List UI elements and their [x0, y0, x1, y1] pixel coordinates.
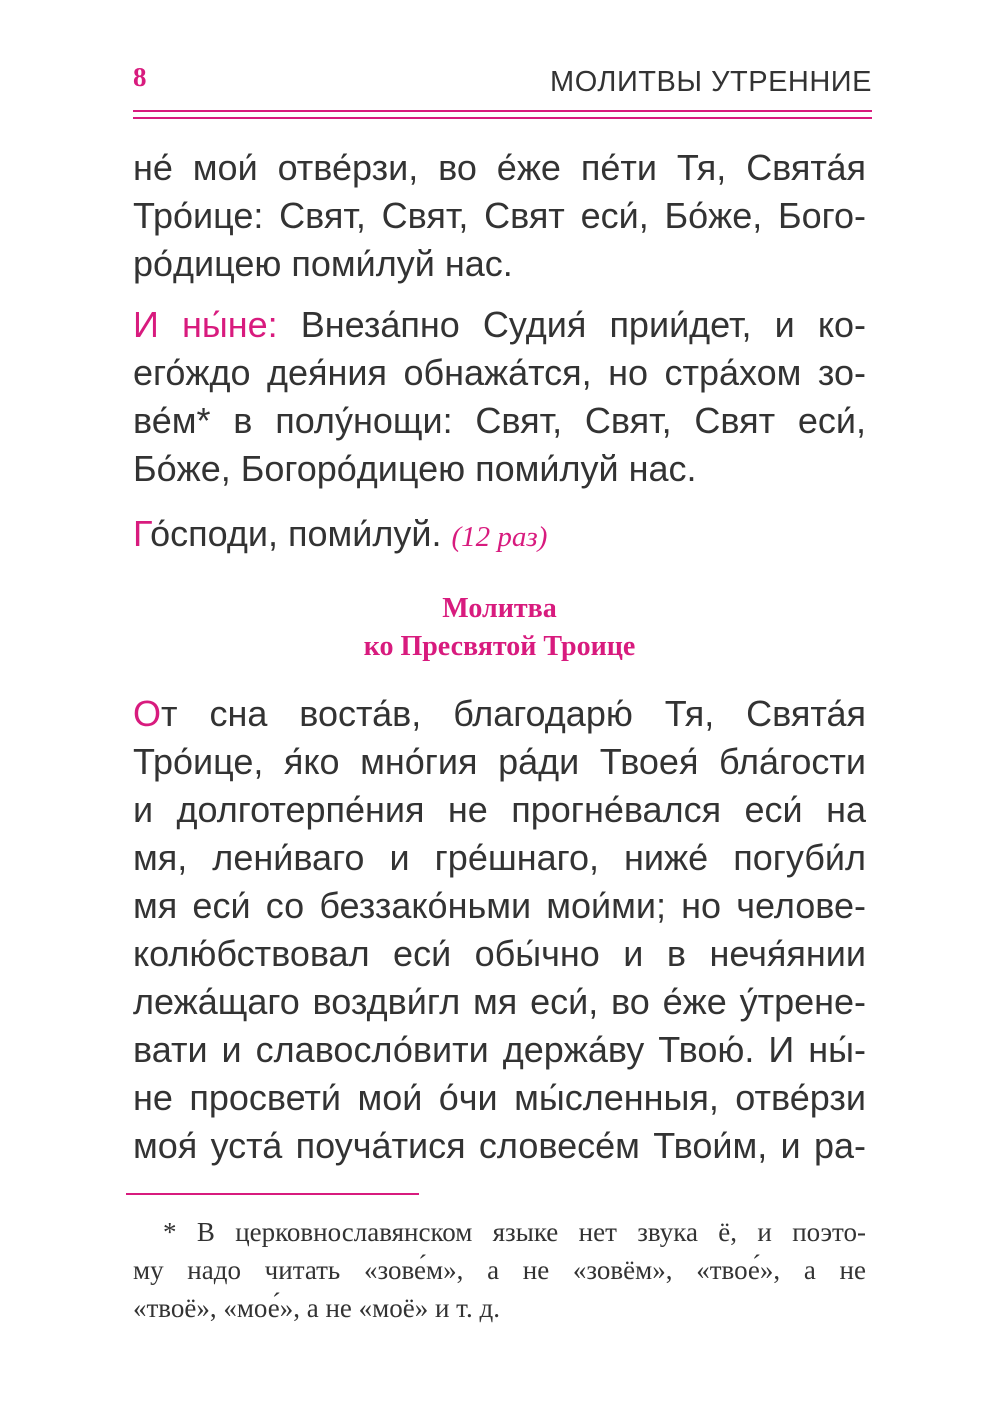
text-line: лежа́щаго воздви́гл мя еси́, во е́же у́трене-: [133, 981, 866, 1022]
footnote: [133, 1213, 866, 1327]
text-line: моя́ уста́ поуча́тися словесе́м Твои́м, и ра-: [133, 1125, 866, 1166]
text-line: не просвети́ мои́ о́чи мы́сленныя, отве́рзи: [133, 1077, 866, 1118]
text-line: [133, 690, 866, 738]
text-line: не́ мои́ отве́рзи, во е́же пе́ти Тя, Свята́я: [133, 147, 866, 188]
rubric-lead: И ны́не:: [133, 304, 278, 345]
heading-line-1: Молитва: [442, 593, 557, 624]
text-line: Тро́ице: Свят, Свят, Свят еси́, Бо́же, Бого-: [133, 195, 866, 236]
text-line: Бо́же, Богоро́дицею поми́луй нас.: [133, 448, 697, 489]
text-line: Тро́ице, я́ко мно́гия ра́ди Твоея́ бла́гости: [133, 741, 866, 782]
text-line: его́ждо дея́ния обнажа́тся, но стра́хом зо-: [133, 352, 866, 393]
text-line: ве́м* в полу́нощи: Свят, Свят, Свят еси́,: [133, 400, 866, 441]
footnote-line: «твоё», «мое́», а не «моё» и т. д.: [133, 1293, 500, 1323]
text-run: о́споди, поми́луй.: [150, 513, 442, 554]
paragraph-3: [133, 510, 866, 561]
text-line: [133, 301, 866, 349]
paragraph-2: [133, 301, 866, 493]
paragraph-1: [133, 144, 866, 288]
text-line: [133, 510, 866, 561]
running-head: МОЛИТВЫ УТРЕННИЕ: [550, 66, 872, 98]
header-rule-top: [133, 110, 872, 112]
header-rule-bottom: [133, 117, 872, 119]
footnote-rule: [126, 1193, 419, 1195]
page-number: 8: [133, 62, 147, 92]
drop-initial: О: [133, 693, 162, 734]
footnote-line: му надо читать «зове́м», а не «зовём», «твое́», а не: [133, 1255, 866, 1285]
prayer-heading: [133, 590, 866, 666]
text-line: и долготерпе́ния не прогне́вался еси́ на: [133, 789, 866, 830]
footnote-line: * В церковнославянском языке нет звука ё, и поэто-: [163, 1217, 866, 1247]
paragraph-4: [133, 690, 866, 1170]
text-line: мя еси́ со беззако́ньми мои́ми; но челове-: [133, 885, 866, 926]
text-run: т сна воста́в, благодарю́ Тя, Свята́я: [161, 693, 866, 734]
text-line: ро́дицею поми́луй нас.: [133, 243, 513, 284]
text-line: вати и славосло́вити держа́ву Твою́. И ны́-: [133, 1029, 866, 1070]
text-run: Внеза́пно Судия́ прии́дет, и ко-: [277, 304, 866, 345]
heading-line-2: ко Пресвятой Троице: [363, 631, 636, 662]
repeat-note: (12 раз): [451, 521, 548, 553]
drop-initial: Г: [133, 513, 151, 554]
text-line: мя, лени́ваго и гре́шнаго, ниже́ погуби́л: [133, 837, 866, 878]
text-line: колю́бствовал еси́ обы́чно и в нечя́янии: [133, 933, 866, 974]
